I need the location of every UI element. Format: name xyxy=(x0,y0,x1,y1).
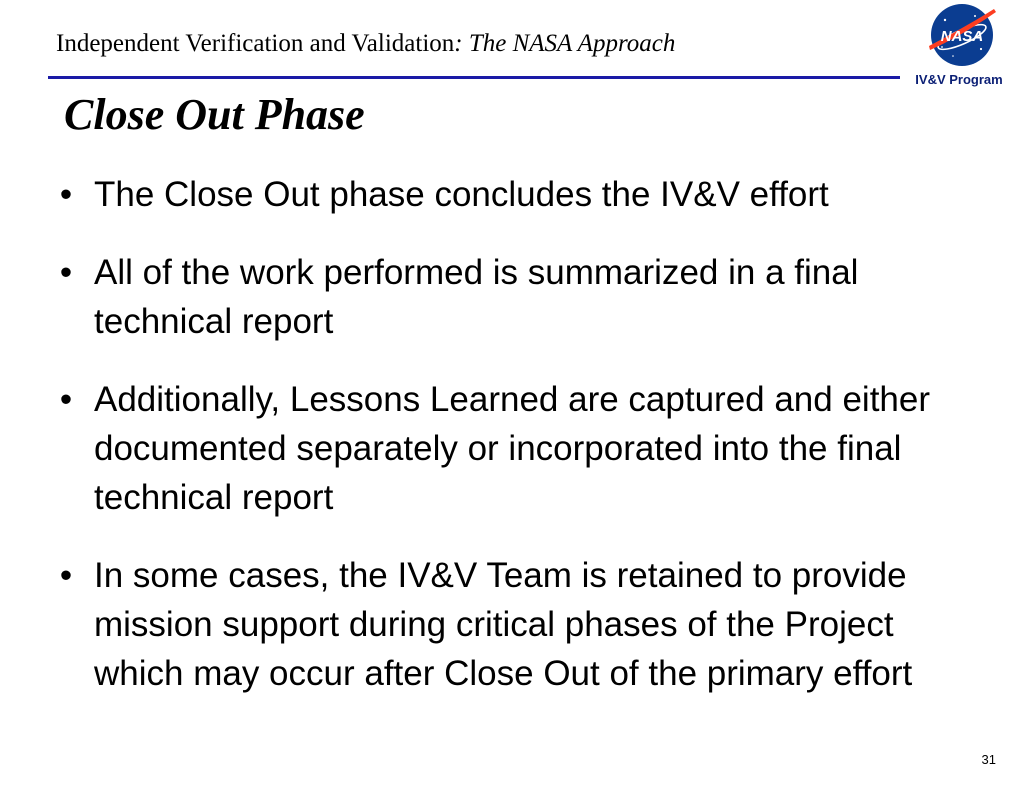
bullet-item xyxy=(56,170,986,219)
bullet-dot-icon: • xyxy=(59,175,73,214)
bullet-list xyxy=(56,170,986,698)
header-title-subtitle: The NASA Approach xyxy=(462,30,676,57)
nasa-logo-block xyxy=(900,2,1024,92)
bullet-text: In some cases, the IV&V Team is retained to provide mission support during critical phases of the Project which may occur after Close Out of the primary effort xyxy=(94,556,913,693)
header-divider xyxy=(48,76,900,79)
bullet-item xyxy=(56,248,986,346)
bullet-dot-icon: • xyxy=(59,556,73,595)
bullet-item xyxy=(56,551,986,698)
bullet-text: All of the work performed is summarized in a final technical report xyxy=(94,253,859,341)
bullet-dot-icon: • xyxy=(59,253,73,292)
bullet-item xyxy=(56,375,986,522)
bullet-dot-icon: • xyxy=(59,380,73,419)
nasa-meatball-icon xyxy=(926,2,998,68)
slide-title: Close Out Phase xyxy=(64,90,365,139)
bullet-text: Additionally, Lessons Learned are captured and either documented separately or incorporated into the final technical report xyxy=(94,380,931,517)
header-title-colon: : xyxy=(454,30,463,57)
header-title-main: Independent Verification and Validation xyxy=(56,30,455,57)
page-number: 31 xyxy=(981,752,996,767)
program-label: IV&V Program xyxy=(915,72,1003,87)
header-title xyxy=(56,28,675,60)
bullet-text: The Close Out phase concludes the IV&V effort xyxy=(94,175,829,214)
nasa-logo-text: NASA xyxy=(940,28,984,45)
